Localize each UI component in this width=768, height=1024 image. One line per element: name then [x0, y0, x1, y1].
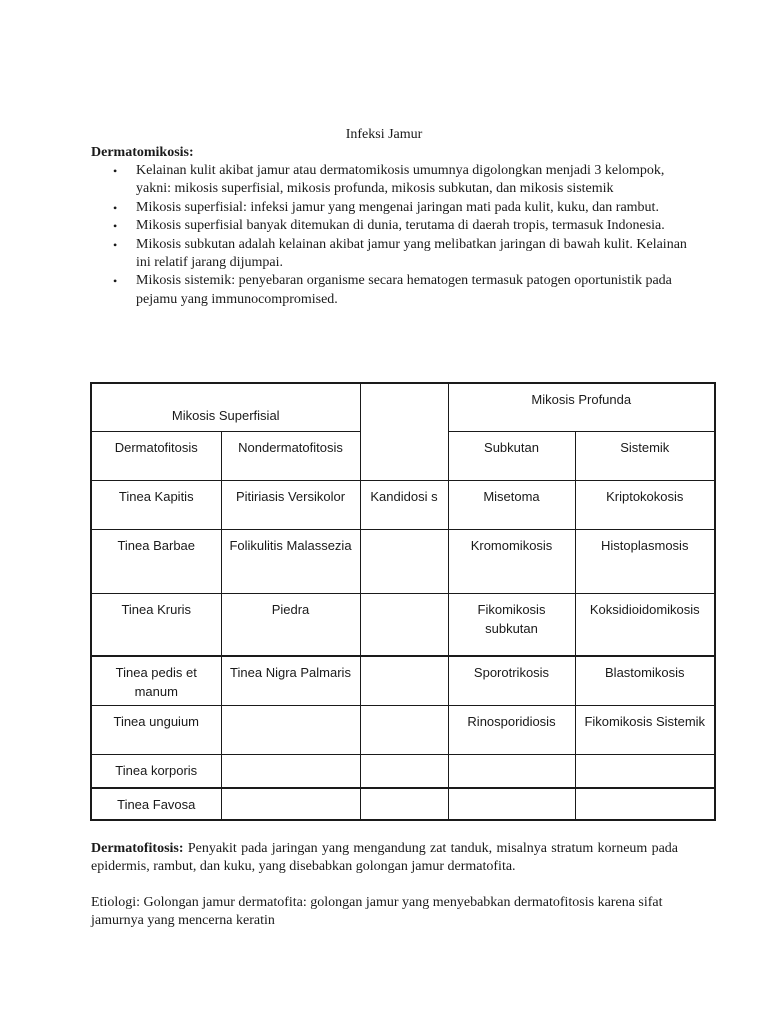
- table-cell: [221, 706, 360, 755]
- table-cell: [360, 593, 448, 656]
- table-cell: [360, 656, 448, 706]
- table-cell: Tinea pedis et manum: [91, 656, 221, 706]
- table-cell: Tinea Favosa: [91, 788, 221, 820]
- table-cell: [575, 755, 715, 788]
- table-cell: Rinosporidiosis: [448, 706, 575, 755]
- header-mikosis-superfisial: Mikosis Superfisial: [91, 383, 360, 431]
- bullet-text: Mikosis sistemik: penyebaran organisme secara hematogen termasuk patogen oportunistik pada pejamu yang immunocompromised.: [136, 273, 672, 307]
- table-cell: Kriptokokosis: [575, 480, 715, 529]
- etiologi-paragraph: Etiologi: Golongan jamur dermatofita: golongan jamur yang menyebabkan dermatofitosis karena sifat jamurnya yang mencerna keratin: [91, 895, 663, 928]
- bullet-item: [91, 236, 691, 273]
- bullet-text: Mikosis superfisial banyak ditemukan di dunia, terutama di daerah tropis, termasuk Indonesia.: [136, 218, 665, 234]
- table-cell: [221, 788, 360, 820]
- header-mikosis-profunda: Mikosis Profunda: [448, 383, 715, 431]
- bullet-item: [91, 162, 691, 199]
- bullet-item: [91, 217, 691, 235]
- bullet-text: Kelainan kulit akibat jamur atau dermatomikosis umumnya digolongkan menjadi 3 kelompok, yakni: mikosis superfisial, mikosis profunda, mikosis subkutan, dan mikosis sistemik: [136, 163, 665, 197]
- subheader-nondermatofitosis: Nondermatofitosis: [221, 431, 360, 480]
- cell-kandidosis: Kandidosi s: [360, 480, 448, 529]
- table-cell: Kromomikosis: [448, 529, 575, 593]
- table-cell: [575, 788, 715, 820]
- dermatofitosis-paragraph: [91, 840, 678, 876]
- table-cell: Tinea Kapitis: [91, 480, 221, 529]
- bullet-icon: •: [113, 274, 118, 289]
- table-cell: [360, 529, 448, 593]
- dermatofitosis-label: Dermatofitosis:: [91, 841, 184, 856]
- table-cell: Folikulitis Malassezia: [221, 529, 360, 593]
- bullet-item: [91, 272, 691, 309]
- bullet-text: Mikosis subkutan adalah kelainan akibat jamur yang melibatkan jaringan di bawah kulit. Kelainan ini relatif jarang dijumpai.: [136, 236, 687, 271]
- bullet-list: [91, 162, 691, 309]
- bullet-icon: •: [113, 164, 118, 178]
- bullet-item: [91, 199, 691, 217]
- table-cell: Fikomikosis subkutan: [448, 593, 575, 656]
- table-cell: [360, 706, 448, 755]
- subheader-sistemik: Sistemik: [575, 431, 715, 480]
- table-cell: [448, 788, 575, 820]
- table-cell: Histoplasmosis: [575, 529, 715, 593]
- table-cell: [360, 755, 448, 788]
- document-title: Infeksi Jamur: [345, 127, 423, 142]
- bullet-icon: •: [113, 237, 118, 252]
- table-cell: [221, 755, 360, 788]
- table-cell: Fikomikosis Sistemik: [575, 706, 715, 755]
- dermatofitosis-text: Penyakit pada jaringan yang mengandung zat tanduk, misalnya stratum korneum pada epidermis, rambut, dan kuku, yang disebabkan golongan jamur dermatofita.: [91, 841, 678, 874]
- bullet-icon: •: [113, 200, 118, 215]
- mycosis-table: [90, 382, 716, 821]
- table-cell: Sporotrikosis: [448, 656, 575, 706]
- bullet-text: Mikosis superfisial: infeksi jamur yang mengenai jaringan mati pada kulit, kuku, dan rambut.: [136, 199, 659, 215]
- table-cell: Tinea korporis: [91, 755, 221, 788]
- table-cell: Koksidioidomikosis: [575, 593, 715, 656]
- table-cell: Piedra: [221, 593, 360, 656]
- table-cell: [360, 788, 448, 820]
- subheader-dermatofitosis: Dermatofitosis: [91, 431, 221, 480]
- table-cell: Tinea Kruris: [91, 593, 221, 656]
- table-cell: Blastomikosis: [575, 656, 715, 706]
- subheader-subkutan: Subkutan: [448, 431, 575, 480]
- bullet-icon: •: [113, 219, 118, 234]
- table-cell: Tinea Barbae: [91, 529, 221, 593]
- table-cell: Tinea unguium: [91, 706, 221, 755]
- table-cell: Pitiriasis Versikolor: [221, 480, 360, 529]
- table-cell: Tinea Nigra Palmaris: [221, 656, 360, 706]
- section-heading: Dermatomikosis:: [91, 145, 194, 160]
- table-cell: [448, 755, 575, 788]
- header-empty-cell: [360, 383, 448, 480]
- table-cell: Misetoma: [448, 480, 575, 529]
